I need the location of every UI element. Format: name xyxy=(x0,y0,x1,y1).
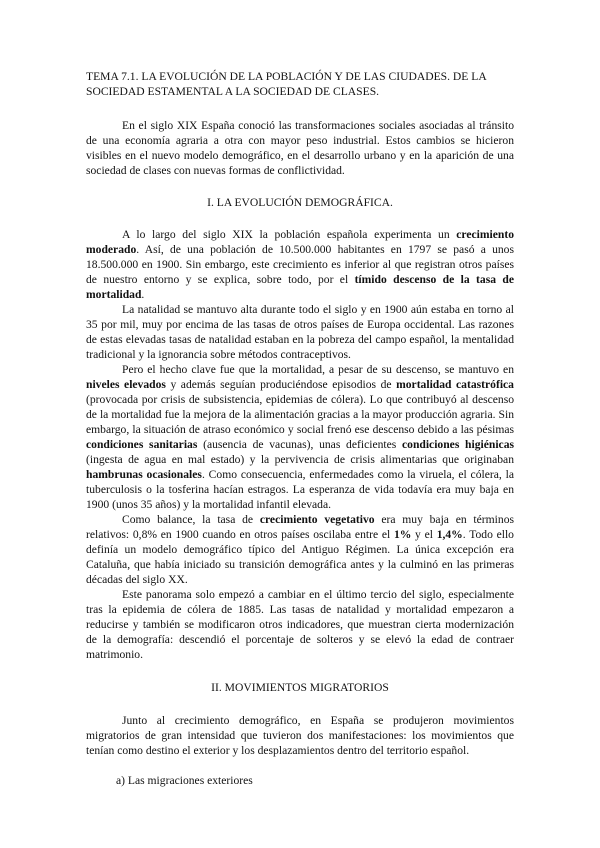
highlight-condiciones-sanitarias: condiciones sanitarias xyxy=(86,438,198,451)
paragraph-balance: Como balance, la tasa de crecimiento vegetativo era muy baja en términos relativos: 0,8% en 1900 cuando en otros países oscilaba entre el 1% y el 1,4%. Todo ello definía un modelo demográfico típico del Antiguo Régimen. La única excepción era Cataluña, que había iniciado su transición demográfica antes y la culminó en las primeras décadas del siglo XX. xyxy=(86,513,515,586)
highlight-descenso-mortalidad: tímido descenso de la tasa de mortalidad xyxy=(86,273,514,301)
highlight-1-4-percent: 1,4% xyxy=(436,528,463,541)
paragraph-panorama: Este panorama solo empezó a cambiar en el último tercio del siglo, especialmente tras la epidemia de cólera de 1885. Las tasas de natalidad y mortalidad empezaron a reducirse y también se modificaron otros indicadores, que muestran cierta modernización de la demografía: descendió el porcentaje de solteros y se elevó la edad de contraer matrimonio. xyxy=(86,588,514,661)
highlight-hambrunas: hambrunas ocasionales xyxy=(86,468,202,481)
paragraph-mortalidad: Pero el hecho clave fue que la mortalidad, a pesar de su descenso, se mantuvo en niveles elevados y además seguían produciéndose episodios de mortalidad catastrófica (provocada por crisis de subsistencia, epidemias de cólera). Lo que contribuyó al descenso de la mortalidad fue la mejora de la alimentación gracias a la mayor producción agraria. Sin embargo, la situación de atraso económico y social frenó ese descenso debido a las pésimas condiciones sanitarias (ausencia de vacunas), unas deficientes condiciones higiénicas (ingesta de agua en mal estado) y la pervivencia de crisis alimentarias que originaban hambrunas ocasionales. Como consecuencia, enfermedades como la viruela, el cólera, la tuberculosis o la tosferina hacían estragos. La esperanza de vida todavía era muy baja en 1900 (unos 35 años) y la mortalidad infantil elevada. xyxy=(86,363,515,511)
paragraph-migraciones: Junto al crecimiento demográfico, en España se produjeron movimientos migratorios de gran intensidad que tuvieron dos manifestaciones: los movimientos que tenían como destino el exterior y los desplazamientos dentro del territorio español. xyxy=(86,714,514,757)
subsection-heading: a) Las migraciones exteriores xyxy=(116,774,253,787)
intro-paragraph: En el siglo XIX España conoció las transformaciones sociales asociadas al tránsito de una economía agraria a otra con mayor peso industrial. Estos cambios se hicieron visibles en el nuevo modelo demográfico, en el desarrollo urbano y en la aparición de una sociedad de clases con nuevas formas de conflictividad. xyxy=(86,119,514,177)
highlight-1-percent: 1% xyxy=(393,528,412,541)
section-heading-1: I. LA EVOLUCIÓN DEMOGRÁFICA. xyxy=(207,196,393,209)
highlight-crecimiento-vegetativo: crecimiento vegetativo xyxy=(259,513,375,526)
section-heading-2: II. MOVIMIENTOS MIGRATORIOS xyxy=(211,681,389,694)
highlight-mortalidad-catastrofica: mortalidad catastrófica xyxy=(396,378,514,391)
highlight-niveles-elevados: niveles elevados xyxy=(86,378,166,391)
paragraph-natalidad: La natalidad se mantuvo alta durante todo el siglo y en 1900 aún estaba en torno al 35 por mil, muy por encima de las tasas de otros países de Europa occidental. Las razones de estas elevadas tasas de natalidad estaban en la pobreza del campo español, la mentalidad tradicional y la ignorancia sobre métodos contraceptivos. xyxy=(86,303,514,361)
document-title xyxy=(86,69,514,99)
highlight-condiciones-higienicas: condiciones higiénicas xyxy=(402,438,515,451)
title-line-1: TEMA 7.1. LA EVOLUCIÓN DE LA POBLACIÓN Y DE LAS CIUDADES. DE LA xyxy=(86,70,487,83)
highlight-crecimiento-moderado: crecimiento moderado xyxy=(86,228,514,256)
paragraph-population: A lo largo del siglo XIX la población española experimenta un crecimiento moderado. Así, de una población de 10.500.000 habitantes en 1797 se pasó a unos 18.500.000 en 1900. Sin embargo, este crecimiento es inferior al que registran otros países de nuestro entorno y se explica, sobre todo, por el tímido descenso de la tasa de mortalidad. xyxy=(86,228,514,301)
title-line-2: SOCIEDAD ESTAMENTAL A LA SOCIEDAD DE CLASES. xyxy=(86,85,380,98)
